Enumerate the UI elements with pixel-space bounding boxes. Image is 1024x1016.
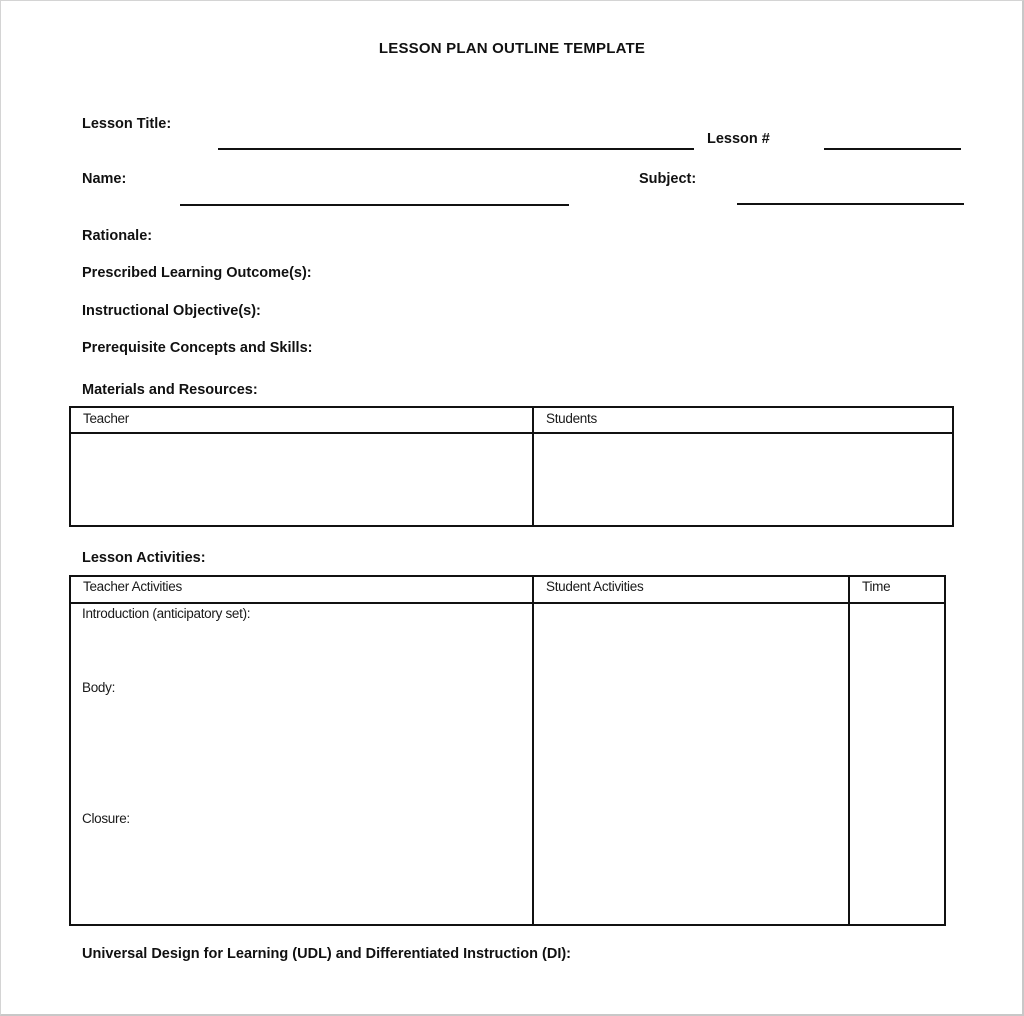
teacher-activities-cell[interactable] (71, 604, 532, 924)
subject-field[interactable] (737, 203, 964, 205)
activities-header-student: Student Activities (546, 579, 644, 594)
lesson-title-field[interactable] (218, 148, 694, 150)
materials-label: Materials and Resources: (82, 382, 258, 398)
materials-header-students: Students (546, 411, 597, 426)
lesson-number-label: Lesson # (707, 131, 770, 147)
rationale-label: Rationale: (82, 228, 153, 244)
name-label: Name: (82, 171, 127, 187)
learning-outcomes-label: Prescribed Learning Outcome(s): (82, 265, 312, 281)
subject-label: Subject: (639, 171, 697, 187)
udl-di-label: Universal Design for Learning (UDL) and Differentiated Instruction (DI): (82, 946, 572, 962)
prerequisite-label: Prerequisite Concepts and Skills: (82, 340, 313, 356)
materials-table (69, 406, 954, 527)
materials-students-cell[interactable] (534, 434, 952, 525)
lesson-activities-label: Lesson Activities: (82, 550, 206, 566)
activities-header-teacher: Teacher Activities (83, 579, 182, 594)
lesson-title-label: Lesson Title: (82, 116, 172, 132)
introduction-label: Introduction (anticipatory set): (82, 606, 251, 621)
activities-header-time: Time (862, 579, 891, 594)
instructional-objectives-label: Instructional Objective(s): (82, 303, 261, 319)
body-label: Body: (82, 680, 116, 695)
closure-label: Closure: (82, 811, 130, 826)
student-activities-cell[interactable] (534, 604, 848, 924)
document-title: LESSON PLAN OUTLINE TEMPLATE (378, 40, 646, 57)
materials-teacher-cell[interactable] (71, 434, 532, 525)
name-field[interactable] (180, 204, 569, 206)
lesson-number-field[interactable] (824, 148, 961, 150)
materials-header-teacher: Teacher (83, 411, 129, 426)
lesson-activities-table (69, 575, 946, 926)
time-cell[interactable] (850, 604, 944, 924)
